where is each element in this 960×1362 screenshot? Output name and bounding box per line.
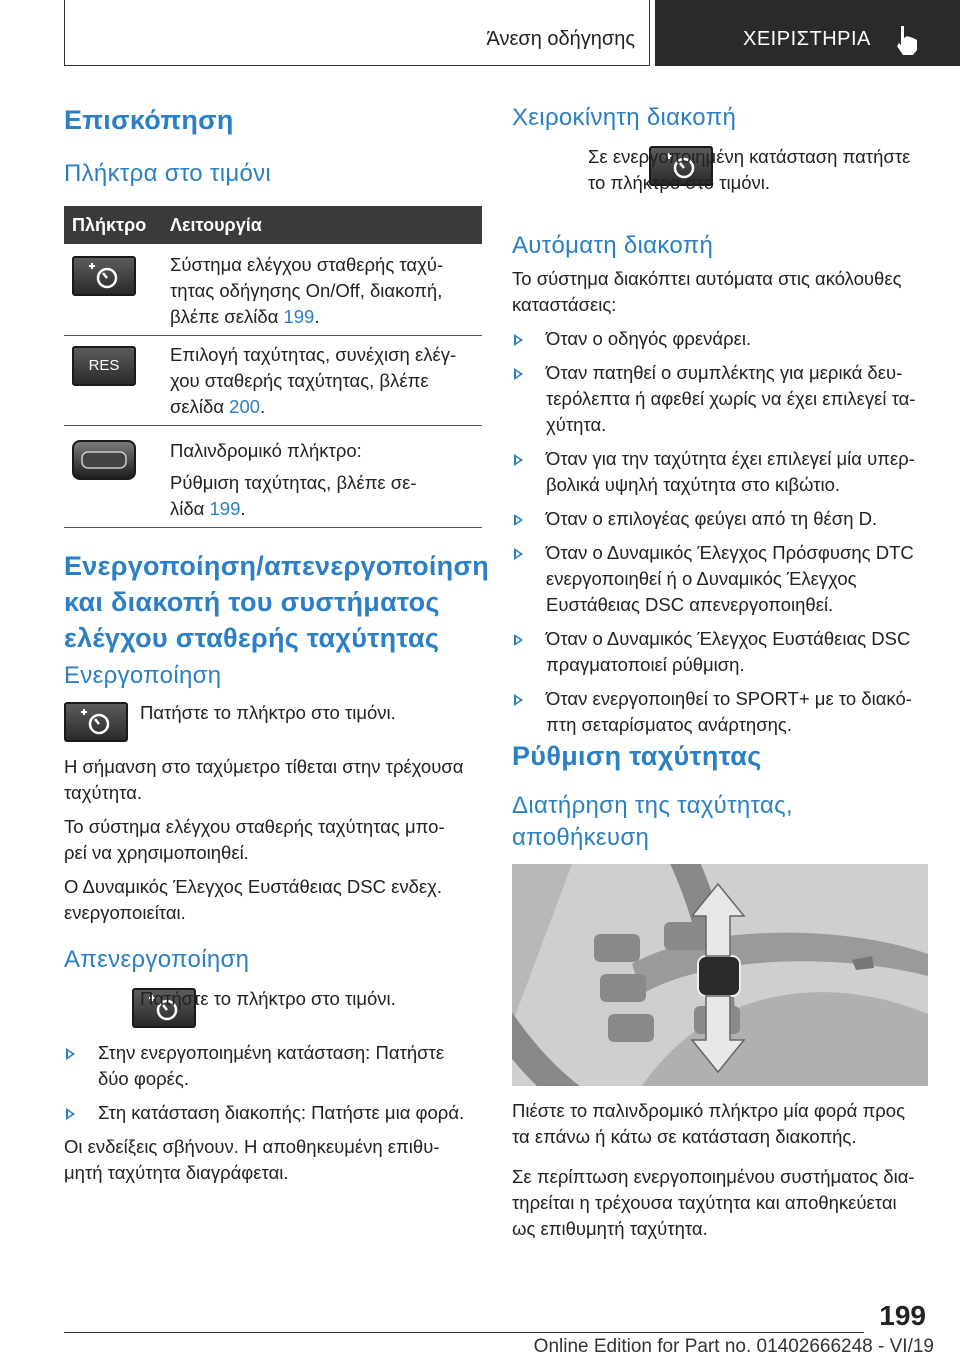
row3-line1: Παλινδρομικό πλήκτρο: [170,440,362,461]
activation-press-text: Πατήστε το πλήκτρο στο τιμόνι. [140,702,396,723]
col-button-header: Πλήκτρο [72,215,147,235]
speed-p2b: τηρείται η τρέχουσα ταχύτητα και αποθηκεύεται [512,1192,897,1213]
list-item: Όταν ο επιλογέας φεύγει από τη θέση D. [512,506,932,532]
activation-p3a: Ο Δυναμικός Έλεγχος Ευστάθειας DSC ενδεχ. [64,876,442,897]
speed-p2a: Σε περίπτωση ενεργοποιημένου συστήματος δια- [512,1166,915,1187]
list-item: Στην ενεργοποιημένη κατάσταση: Πατήστε δύο φορές. [64,1040,484,1092]
pointing-hand-icon [893,24,923,56]
activation-body [64,754,484,926]
res-button-image [72,346,136,386]
deactivation-body [64,1040,484,1186]
list-item: Όταν ο Δυναμικός Έλεγχος Πρόσφυσης DTC ενεργοποιηθεί ή ο Δυναμικός Έλεγχος Ευστάθειας DSC απενεργοποιηθεί. [512,540,932,618]
row3-text [170,438,480,522]
table-row [64,244,482,336]
list-item: Όταν ο οδηγός φρενάρει. [512,326,932,352]
bullet-triangle-icon [66,1108,75,1120]
page-link-199b[interactable]: 199 [209,498,241,519]
list-item: Όταν πατηθεί ο συμπλέκτης για μερικά δευ- τερόλεπτα ή αφεθεί χωρίς να έχει επιλεγεί τα- χύτητα. [512,360,932,438]
steering-buttons-subtitle: Πλήκτρα στο τιμόνι [64,160,272,187]
page-link-200[interactable]: 200 [229,396,261,417]
speed-p1a: Πιέστε το παλινδρομικό πλήκτρο μία φορά προς [512,1100,905,1121]
activation-title: Ενεργοποίηση [64,662,222,689]
page-number: 199 [879,1300,926,1331]
deactivation-press-text: Πατήστε το πλήκτρο στο τιμόνι. [140,988,396,1009]
header-section-tab [64,0,650,66]
steering-wheel-rocker-image [512,864,928,1086]
automatic-interruption-title: Αυτόματη διακοπή [512,232,714,259]
speed-sub1: Διατήρηση της ταχύτητας, [512,792,793,819]
speedometer-icon [74,258,134,294]
table-header [64,206,482,244]
manual-l2: το πλήκτρο στο τιμόνι. [588,172,771,193]
manual-l1: Σε ενεργοποιημένη κατάσταση πατήστε [588,146,911,167]
speed-setting-title: Ρύθμιση ταχύτητας [512,741,762,771]
activation-section-heading [64,548,489,656]
section-title-line2: και διακοπή του συστήματος [64,587,440,617]
edition-footer: Online Edition for Part no. 01402666248 - VI/19 [533,1336,934,1357]
bullet-triangle-icon [514,548,523,560]
row3-line3: λίδα 199. [170,498,246,519]
activation-p2b: ρεί να χρησιμοποιηθεί. [64,842,249,863]
col-function-header: Λειτουργία [170,215,262,235]
rocker-button-image [72,440,136,480]
speed-body [512,1098,932,1242]
buttons-table [64,206,482,528]
speed-sub2: αποθήκευση [512,824,650,851]
row2-line3: σελίδα 200. [170,396,266,417]
list-item: Όταν ο Δυναμικός Έλεγχος Ευστάθειας DSC πραγματοποιεί ρύθμιση. [512,626,932,678]
activation-p2a: Το σύστημα ελέγχου σταθερής ταχύτητας μπο- [64,816,445,837]
res-label: RES [88,357,120,374]
row1-line1: Σύστημα ελέγχου σταθερής ταχύ- [170,254,444,275]
cruise-control-button-image [64,702,128,742]
speed-p2c: ως επιθυμητή ταχύτητα. [512,1218,708,1239]
speed-p1b: τα επάνω ή κάτω σε κατάσταση διακοπής. [512,1126,857,1147]
row1-line2: τητας οδήγησης On/Off, διακοπή, [170,280,443,301]
row1-text [170,252,480,330]
header-section-title: Άνεση οδήγησης [486,28,635,50]
manual-interruption-title: Χειροκίνητη διακοπή [512,104,737,131]
manual-interruption-text [588,144,928,196]
bullet-triangle-icon [66,1048,75,1060]
bullet-triangle-icon [514,694,523,706]
rocker-switch-icon [74,442,134,478]
bullet-triangle-icon [514,368,523,380]
automatic-interruption-body [512,266,932,738]
header-chapter-title: ΧΕΙΡΙΣΤΗΡΙΑ [743,28,871,50]
auto-intro2: καταστάσεις: [512,294,617,315]
auto-bullet-list [512,326,932,738]
speedometer-icon [66,704,126,740]
footer-divider [64,1332,864,1333]
row2-text [170,342,480,420]
bullet-triangle-icon [514,334,523,346]
deactivation-p1a: Οι ενδείξεις σβήνουν. Η αποθηκευμένη επιθυ- [64,1136,440,1157]
row2-line1: Επιλογή ταχύτητας, συνέχιση ελέγ- [170,344,457,365]
bullet-triangle-icon [514,634,523,646]
section-title-line3: ελέγχου σταθερής ταχύτητας [64,623,440,653]
auto-intro1: Το σύστημα διακόπτει αυτόματα στις ακόλουθες [512,268,902,289]
overview-title: Επισκόπηση [64,105,234,135]
activation-p3b: ενεργοποιείται. [64,902,186,923]
section-title-line1: Ενεργοποίηση/απενεργοποίηση [64,551,490,581]
deactivation-title: Απενεργοποίηση [64,946,250,973]
page-link-199[interactable]: 199 [283,306,315,327]
row3-line2: Ρύθμιση ταχύτητας, βλέπε σε- [170,472,417,493]
activation-p1b: ταχύτητα. [64,782,143,803]
steering-wheel-illustration [512,864,928,1086]
table-row [64,336,482,426]
table-row [64,426,482,528]
row1-line3: βλέπε σελίδα 199. [170,306,320,327]
activation-p1a: Η σήμανση στο ταχύμετρο τίθεται στην τρέχουσα [64,756,464,777]
bullet-triangle-icon [514,514,523,526]
row2-line2: χου σταθερής ταχύτητας, βλέπε [170,370,429,391]
cruise-control-button-image [72,256,136,296]
bullet-triangle-icon [514,454,523,466]
deactivation-p1b: μητή ταχύτητα διαγράφεται. [64,1162,289,1183]
header-chapter-tab [655,0,960,66]
list-item: Στη κατάσταση διακοπής: Πατήστε μια φορά. [64,1100,484,1126]
list-item: Όταν ενεργοποιηθεί το SPORT+ με το διακό- πτη σεταρίσματος ανάρτησης. [512,686,932,738]
list-item: Όταν για την ταχύτητα έχει επιλεγεί μία υπερ- βολικά υψηλή ταχύτητα στο κιβώτιο. [512,446,932,498]
speed-keep-subtitle [512,790,793,854]
